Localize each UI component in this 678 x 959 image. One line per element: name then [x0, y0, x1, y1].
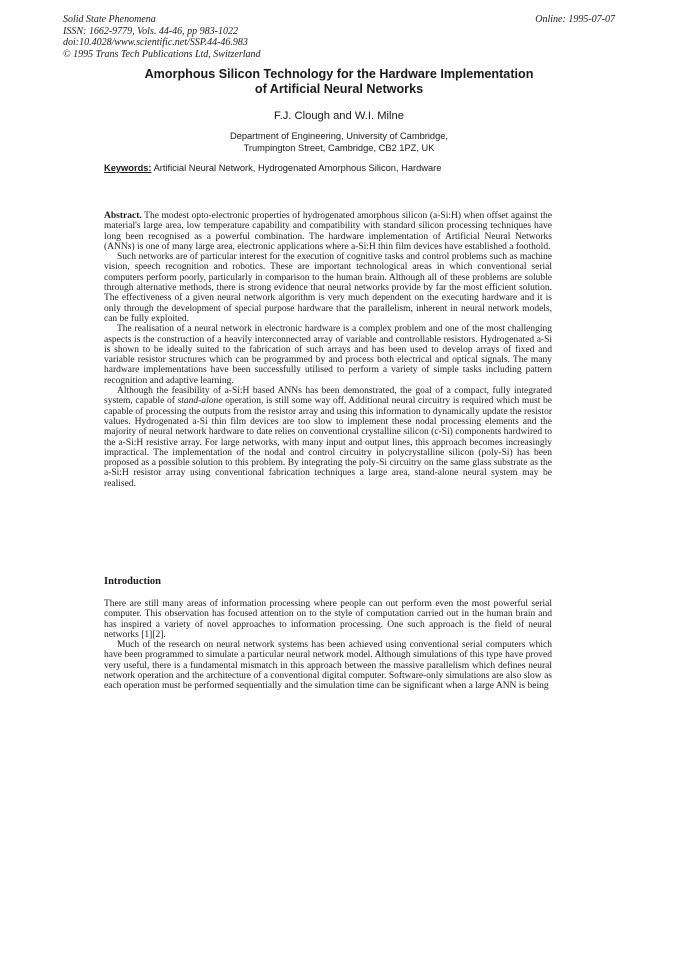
abstract-p4-before: Although the feasibility of a-Si:H based ANNs has been demonstrated, the goal of a compact, fully integrated system, capable of [104, 386, 552, 407]
affiliation-line-1: Department of Engineering, University of Cambridge, [229, 131, 449, 141]
introduction-body [104, 599, 552, 692]
doi-line: doi:10.4028/www.scientific.net/SSP.44-46.983 [63, 37, 248, 48]
abstract-paragraph-2: Such networks are of particular interest for the execution of cognitive tasks and control problems such as machine vision, speech recognition and robotics. These are important technological areas in which conventional serial computers perform poorly, particularly in comparison to the human brain. Although all of these problems are soluble through alternative methods, there is strong evidence that neural networks provide by far the most efficient solution. The effectiveness of a given neural network algorithm is very much dependent on the executing hardware and it is only through the development of special purpose hardware that the parallelism, inherent in neural network models, can be fully exploited. [104, 252, 552, 324]
online-date: Online: 1995-07-07 [535, 14, 615, 25]
issn-line: ISSN: 1662-9779, Vols. 44-46, pp 983-1022 [63, 25, 238, 37]
abstract-label: Abstract. [104, 211, 142, 221]
intro-paragraph-1: There are still many areas of information processing where people can out perform even the most powerful serial computer. This observation has focused attention on to the style of computation carried out in the human brain and has inspired a variety of novel approaches to information processing. One such approach is the field of neural networks [1][2]. [104, 599, 552, 640]
authors: F.J. Clough and W.I. Milne [274, 110, 404, 122]
paper-title [60, 67, 618, 97]
abstract-paragraph-1-text: The modest opto-electronic properties of hydrogenated amorphous silicon (a-Si:H) when offset against the material's large area, low temperature capability and compatibility with standard silicon processing techniques have long been recognised as a powerful combination. The hardware implementation of Artificial Neural Networks (ANNs) is one of many large area, electronic applications where a-Si:H thin film devices have established a foothold. [104, 211, 552, 252]
abstract-p4-after: operation, is still some way off. Additional neural circuitry is required which must be capable of processing the outputs from the resistor array and using this information to dynamically update the resistor values. Hydrogenated a-Si thin film devices are too slow to implement these nodal processing elements and the majority of neural network hardware to date relies on conventional crystalline silicon (c-Si) components hardwired to the a-Si:H resistive array. For large networks, with many input and output lines, this approach becomes increasingly impractical. The implementation of the nodal and control circuitry in polycrystalline silicon (poly-Si) has been proposed as a possible solution to this problem. By integrating the poly-Si circuitry on the same glass substrate as the a-Si:H resistor array using conventional fabrication techniques a large area, stand-alone neural system may be realised. [104, 396, 552, 489]
abstract [104, 211, 552, 489]
title-line-1: Amorphous Silicon Technology for the Hardware Implementation [144, 67, 534, 81]
abstract-paragraph-3: The realisation of a neural network in electronic hardware is a complex problem and one of the most challenging aspects is the construction of a heavily interconnected array of variable and controllable resistors. Hydrogenated a-Si is shown to be ideally suited to the fabrication of such arrays and has been used to develop arrays of fixed and variable resistor structures which can be programmed by and process both electrical and optical signals. The many hardware implementations have been successfully utilised to perform a variety of simple tasks including pattern recognition and adaptive learning. [104, 324, 552, 386]
section-heading-introduction: Introduction [104, 576, 161, 587]
keywords-label: Keywords: [104, 163, 152, 173]
publication-meta [63, 14, 261, 60]
journal-name: Solid State Phenomena [63, 14, 156, 25]
affiliation [60, 130, 618, 154]
title-line-2: of Artificial Neural Networks [254, 82, 424, 96]
affiliation-line-2: Trumpington Street, Cambridge, CB2 1PZ, UK [243, 143, 435, 153]
copyright-line: © 1995 Trans Tech Publications Ltd, Switzerland [63, 48, 261, 60]
abstract-paragraph-4 [104, 386, 552, 489]
abstract-p4-em: stand-alone [177, 396, 223, 407]
abstract-paragraph-1 [104, 211, 552, 252]
intro-paragraph-2: Much of the research on neural network systems has been achieved using conventional serial computers which have been programmed to simulate a particular neural network model. Although simulations of this type have proved very useful, there is a fundamental mismatch in this approach between the massive parallelism which defines neural network operation and the architecture of a conventional digital computer. Software-only simulations are also slow as each operation must be performed sequentially and the simulation time can be significant when a large ANN is being [104, 640, 552, 692]
keywords [104, 163, 594, 173]
keywords-text: Artificial Neural Network, Hydrogenated Amorphous Silicon, Hardware [151, 163, 442, 173]
